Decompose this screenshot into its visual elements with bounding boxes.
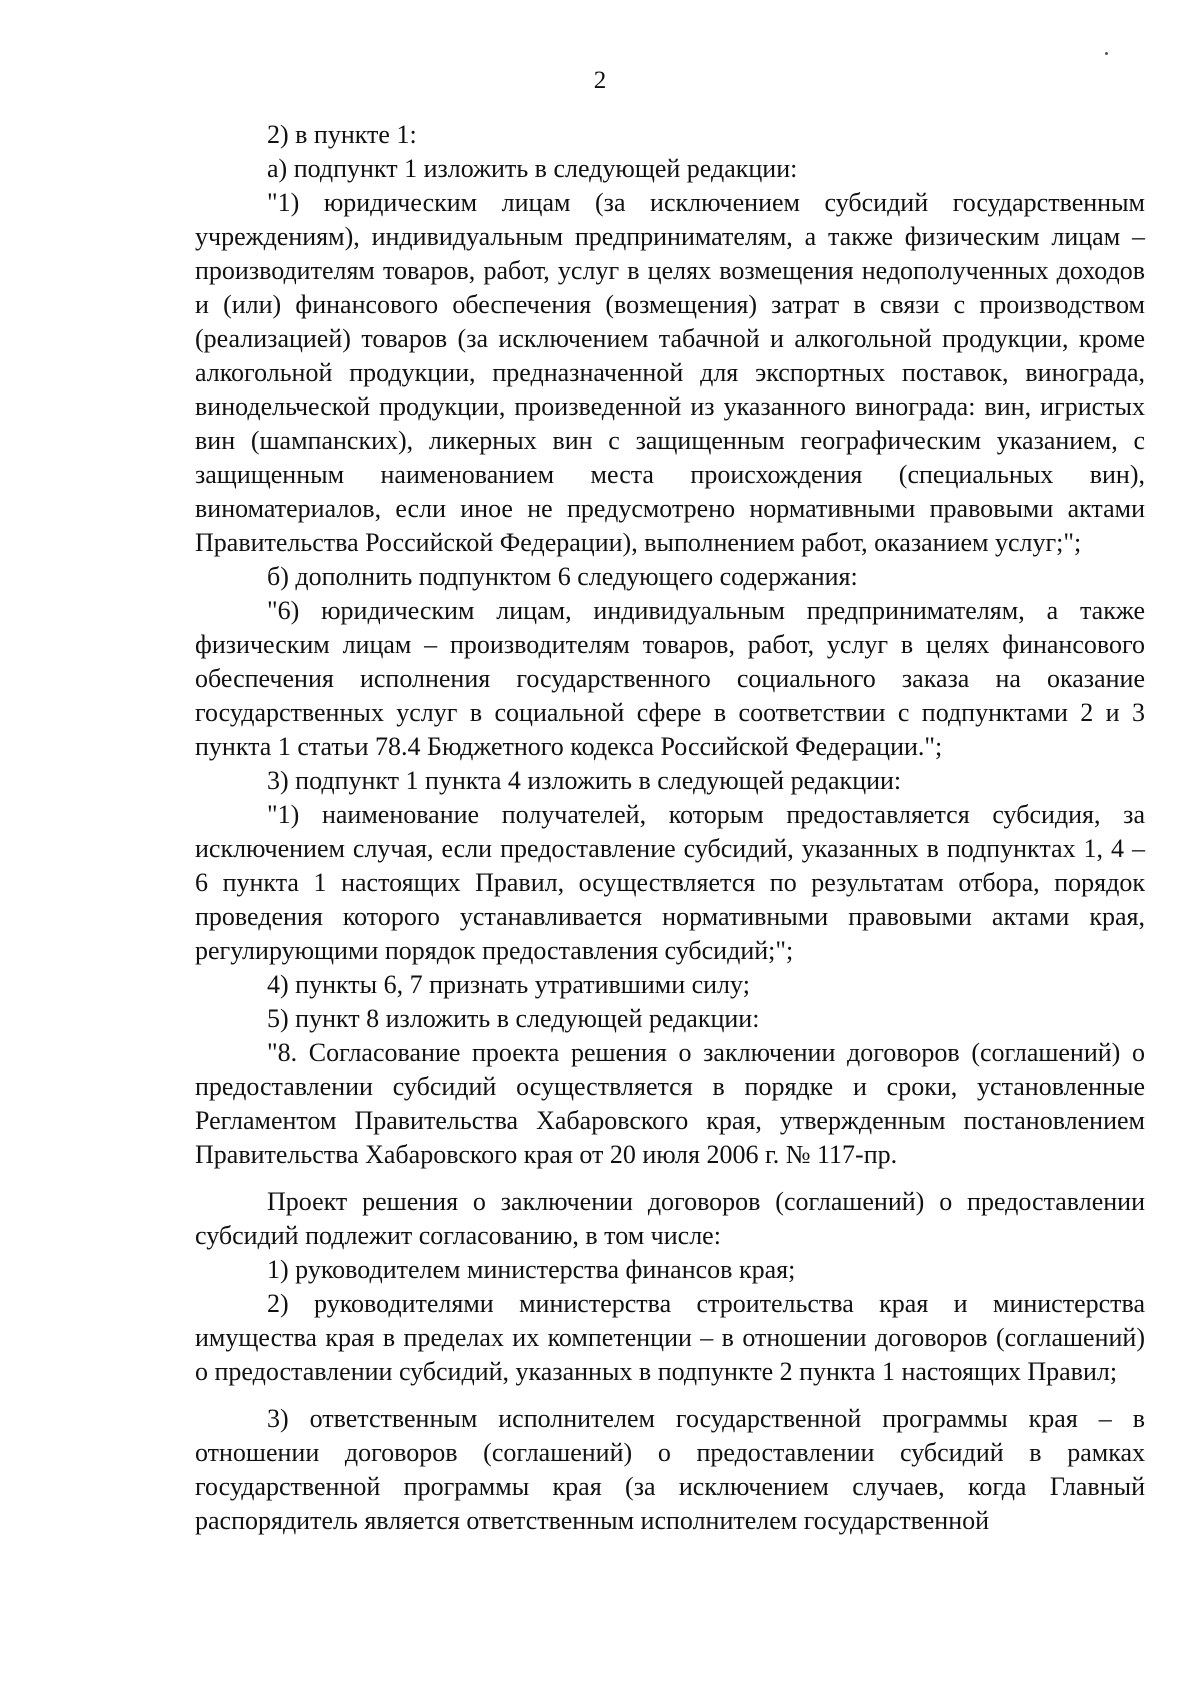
paragraph-item-4: 4) пункты 6, 7 признать утратившими силу; [267, 970, 750, 999]
paragraph-quote-8: "8. Согласование проекта решения о заключении договоров (соглашений) о предоставлении субсидий осуществляется в порядке и сроки, установленные Регламентом Правительства Хабаровского края, утвержденным постановлением Правительства Хабаровского края от 20 июля 2006 г. № 117-пр. [195, 1038, 1145, 1169]
paragraph-item-3: 3) подпункт 1 пункта 4 изложить в следующей редакции: [267, 766, 902, 795]
paragraph-item-5: 5) пункт 8 изложить в следующей редакции: [267, 1004, 760, 1033]
paragraph-quote-1: "1) юридическим лицам (за исключением субсидий государственным учреждениям), индивидуальным предпринимателям, а также физическим лицам – производителям товаров, работ, услуг в целях возмещения недополученных доходов и (или) финансового обеспечения (возмещения) затрат в связи с производством (реализацией) товаров (за исключением табачной и алкогольной продукции, кроме алкогольной продукции, предназначенной для экспортных поставок, винограда, винодельческой продукции, произведенной из указанного винограда: вин, игристых вин (шампанских), ликерных вин с защищенным географическим указанием, с защищенным наименованием места происхождения (специальных вин), виноматериалов, если иное не предусмотрено нормативными правовыми актами Правительства Российской Федерации), выполнением работ, оказанием услуг;"; [195, 188, 1145, 557]
paragraph-quote-6: "6) юридическим лицам, индивидуальным предпринимателям, а также физическим лицам – производителям товаров, работ, услуг в целях финансового обеспечения исполнения государственного социального заказа на оказание государственных услуг в социальной сфере в соответствии с подпунктами 2 и 3 пункта 1 статьи 78.4 Бюджетного кодекса Российской Федерации."; [195, 596, 1145, 761]
page-number: 2 [593, 67, 607, 94]
paragraph-approval-2: 2) руководителями министерства строительства края и министерства имущества края в пределах их компетенции – в отношении договоров (соглашений) о предоставлении субсидий, указанных в подпункте 2 пункта 1 настоящих Правил; [195, 1289, 1145, 1386]
scan-speck [1105, 52, 1108, 55]
paragraph-item-2: 2) в пункте 1: [267, 120, 417, 149]
document-body [195, 118, 1145, 1538]
paragraph-subitem-b: б) дополнить подпунктом 6 следующего содержания: [267, 562, 858, 591]
paragraph-approval-1: 1) руководителем министерства финансов края; [267, 1255, 796, 1284]
paragraph-subitem-a: а) подпункт 1 изложить в следующей редакции: [267, 154, 798, 183]
paragraph-approval-intro: Проект решения о заключении договоров (соглашений) о предоставлении субсидий подлежит согласованию, в том числе: [195, 1187, 1145, 1250]
paragraph-approval-3: 3) ответственным исполнителем государственной программы края – в отношении договоров (соглашений) о предоставлении субсидий в рамках государственной программы края (за исключением случаев, когда Главный распорядитель является ответственным исполнителем государственной [195, 1404, 1145, 1535]
paragraph-quote-1-recipients: "1) наименование получателей, которым предоставляется субсидия, за исключением случая, если предоставление субсидий, указанных в подпунктах 1, 4 – 6 пункта 1 настоящих Правил, осуществляется по результатам отбора, порядок проведения которого устанавливается нормативными правовыми актами края, регулирующими порядок предоставления субсидий;"; [195, 800, 1145, 965]
